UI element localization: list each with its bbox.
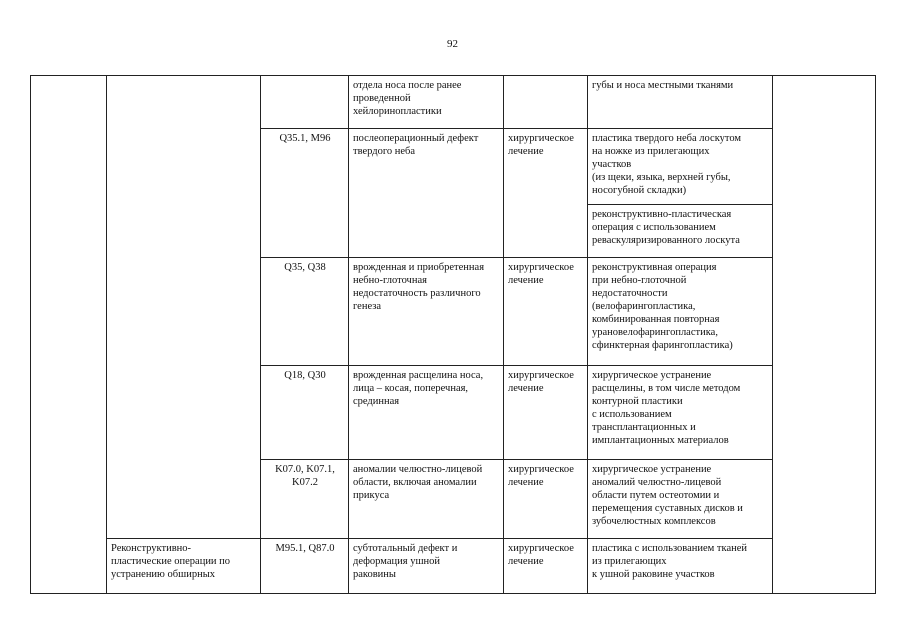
cell-codes: K07.0, K07.1, K07.2 [261, 460, 349, 539]
procedures-table [30, 75, 876, 594]
cell-method: реконструктивная операция при небно-глоточной недостаточности (велофарингопластика, комбинированная повторная урановелофарингопластика, сфинктерная фарингопластика) [588, 258, 773, 366]
cell-number [31, 76, 107, 594]
cell-treatment: хирургическое лечение [504, 539, 588, 594]
cell-method: реконструктивно-пластическая операция с использованием реваскуляризированного лоскута [588, 205, 773, 258]
cell-diagnosis: аномалии челюстно-лицевой области, включая аномалии прикуса [349, 460, 504, 539]
cell-method: пластика с использованием тканей из прилегающих к ушной раковине участков [588, 539, 773, 594]
cell-procedure-name [107, 76, 261, 539]
cell-diagnosis: врожденная расщелина носа, лица – косая, поперечная, срединная [349, 366, 504, 460]
cell-method: хирургическое устранение аномалий челюстно-лицевой области путем остеотомии и перемещения суставных дисков и зубочелюстных комплексов [588, 460, 773, 539]
cell-diagnosis: послеоперационный дефект твердого неба [349, 129, 504, 258]
cell-treatment [504, 76, 588, 129]
cell-codes: Q35, Q38 [261, 258, 349, 366]
cell-diagnosis: отдела носа после ранее проведенной хейлоринопластики [349, 76, 504, 129]
cell-method: хирургическое устранение расщелины, в том числе методом контурной пластики с использованием трансплантационных и имплантационных материалов [588, 366, 773, 460]
cell-treatment: хирургическое лечение [504, 366, 588, 460]
cell-diagnosis: врожденная и приобретенная небно-глоточная недостаточность различного генеза [349, 258, 504, 366]
cell-procedure-name: Реконструктивно- пластические операции по устранению обширных [107, 539, 261, 594]
cell-method: пластика твердого неба лоскутом на ножке из прилегающих участков (из щеки, языка, верхней губы, носогубной складки) [588, 129, 773, 205]
cell-method: губы и носа местными тканями [588, 76, 773, 129]
cell-cost [773, 76, 876, 594]
cell-codes: Q18, Q30 [261, 366, 349, 460]
table-row [31, 539, 876, 594]
cell-treatment: хирургическое лечение [504, 129, 588, 258]
cell-treatment: хирургическое лечение [504, 258, 588, 366]
cell-treatment: хирургическое лечение [504, 460, 588, 539]
page-number: 92 [447, 38, 458, 50]
cell-codes: M95.1, Q87.0 [261, 539, 349, 594]
cell-diagnosis: субтотальный дефект и деформация ушной раковины [349, 539, 504, 594]
cell-codes [261, 76, 349, 129]
cell-codes: Q35.1, M96 [261, 129, 349, 258]
table-row [31, 76, 876, 129]
